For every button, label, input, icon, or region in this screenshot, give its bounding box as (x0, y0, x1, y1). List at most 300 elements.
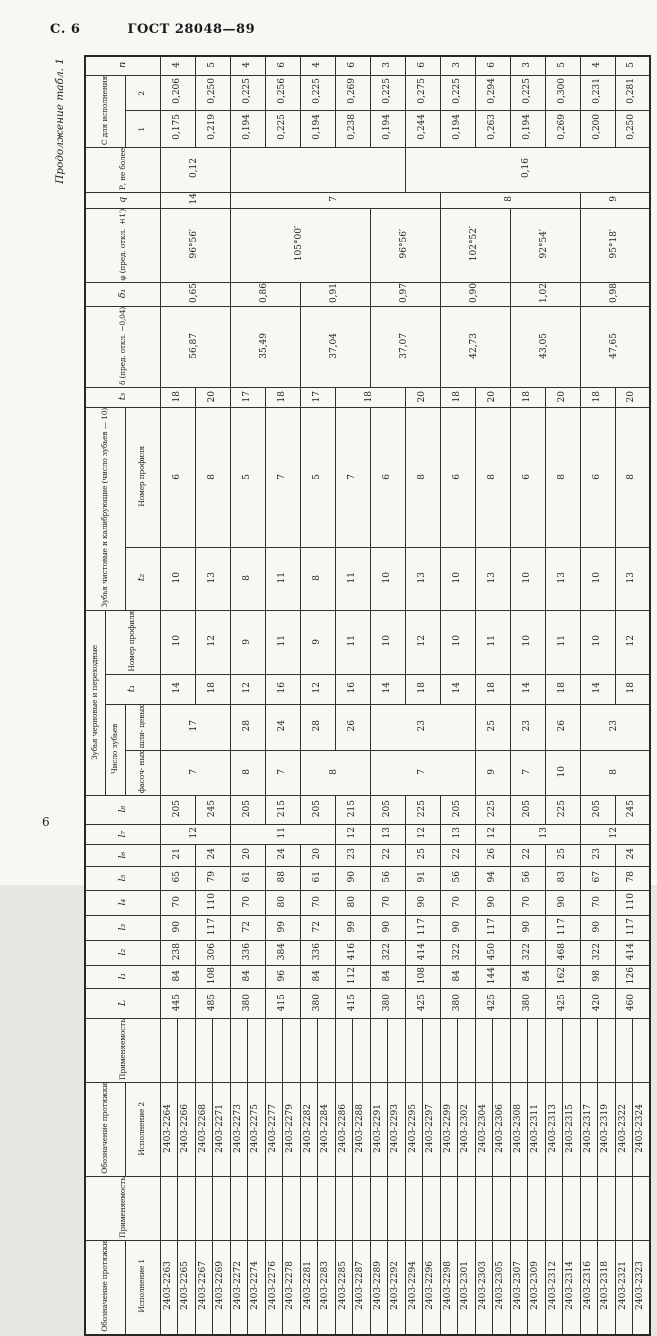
cell-l5-5: 90 (335, 867, 370, 891)
header-teeth-spline: Число зубьев (105, 704, 125, 795)
cell-designation-2-0: 2403-2264 (160, 1083, 178, 1177)
cell-L-2: 380 (230, 989, 265, 1019)
cell-l3-5: 99 (335, 916, 370, 941)
cell-prof-fin-2: 5 (230, 408, 265, 547)
cell-prof-rough-0: 10 (160, 611, 195, 675)
header-l6: l₆ (85, 845, 160, 867)
cell-usability-1-16 (440, 1176, 458, 1240)
cell-t3-9: 18 (510, 388, 545, 408)
cell-c1-1: 0,219 (195, 110, 230, 147)
cell-c2-12: 0,231 (580, 75, 615, 110)
cell-t2-12: 10 (580, 547, 615, 610)
cell-c2-4: 0,225 (300, 75, 335, 110)
cell-designation-1-11: 2403-2287 (353, 1240, 371, 1334)
cell-q-2: 8 (440, 192, 580, 208)
cell-usability-2-15 (423, 1019, 441, 1083)
cell-designation-1-27: 2403-2323 (633, 1240, 651, 1334)
cell-usability-2-0 (160, 1019, 178, 1083)
cell-l4-13: 110 (615, 891, 650, 916)
cell-usability-1-22 (545, 1176, 563, 1240)
cell-designation-2-15: 2403-2297 (423, 1083, 441, 1177)
header-c2: С для исполнения (85, 75, 125, 147)
cell-delta1-5: 1,02 (510, 283, 580, 307)
cell-usability-2-25 (598, 1019, 616, 1083)
cell-l3-0: 90 (160, 916, 195, 941)
cell-l4-2: 70 (230, 891, 265, 916)
header-delta: δ (пред. откл. −0,04) (85, 307, 160, 388)
cell-usability-1-1 (178, 1176, 196, 1240)
cell-designation-2-17: 2403-2302 (458, 1083, 476, 1177)
band-t2 (85, 547, 650, 610)
cell-l6-7: 25 (405, 845, 440, 867)
cell-prof-rough-12: 10 (580, 611, 615, 675)
cell-phi-0: 96°56′ (160, 208, 230, 283)
cell-usability-1-2 (195, 1176, 213, 1240)
cell-l6-9: 26 (475, 845, 510, 867)
cell-t1-5: 16 (335, 674, 370, 704)
cell-c1-4: 0,194 (300, 110, 335, 147)
cell-L-5: 415 (335, 989, 370, 1019)
cell-l8-10: 205 (510, 796, 545, 825)
cell-n-6: 3 (370, 56, 405, 75)
cell-phi-2: 96°56′ (370, 208, 440, 283)
cell-l5-10: 56 (510, 867, 545, 891)
cell-prof-rough-7: 12 (405, 611, 440, 675)
cell-t2-13: 13 (615, 547, 650, 610)
cell-teeth-spline-5: 23 (370, 704, 475, 750)
cell-prof-rough-9: 11 (475, 611, 510, 675)
cell-delta1-1: 0,86 (230, 283, 300, 307)
cell-l6-3: 24 (265, 845, 300, 867)
cell-usability-1-12 (370, 1176, 388, 1240)
cell-usability-1-10 (335, 1176, 353, 1240)
cell-l4-11: 90 (545, 891, 580, 916)
cell-l8-2: 205 (230, 796, 265, 825)
cell-usability-2-4 (230, 1019, 248, 1083)
cell-usability-2-3 (213, 1019, 231, 1083)
cell-delta-2: 37,04 (300, 307, 370, 388)
cell-phi-1: 105°00′ (230, 208, 370, 283)
cell-c1-11: 0,269 (545, 110, 580, 147)
header-prof-fin: Зубья чистовые и калибрующие (число зубьев — 10) (85, 408, 125, 611)
cell-delta1-6: 0,98 (580, 283, 650, 307)
cell-usability-1-25 (598, 1176, 616, 1240)
cell-usability-2-17 (458, 1019, 476, 1083)
cell-l4-4: 70 (300, 891, 335, 916)
cell-usability-2-7 (283, 1019, 301, 1083)
cell-delta-6: 47,65 (580, 307, 650, 388)
cell-designation-1-24: 2403-2316 (580, 1240, 598, 1334)
cell-teeth-spline-1: 28 (230, 704, 265, 750)
header-designation-1-1: Исполнение 1 (125, 1240, 160, 1334)
cell-prof-fin-6: 6 (370, 408, 405, 547)
header-t3: t₃ (85, 388, 160, 408)
cell-usability-1-8 (300, 1176, 318, 1240)
cell-teeth-chamfer-0: 7 (160, 751, 230, 796)
cell-designation-2-7: 2403-2279 (283, 1083, 301, 1177)
cell-c2-1: 0,250 (195, 75, 230, 110)
cell-usability-2-5 (248, 1019, 266, 1083)
cell-usability-2-27 (633, 1019, 651, 1083)
cell-teeth-spline-6: 25 (475, 704, 510, 750)
cell-l8-0: 205 (160, 796, 195, 825)
cell-designation-2-6: 2403-2277 (265, 1083, 283, 1177)
cell-designation-1-5: 2403-2274 (248, 1240, 266, 1334)
cell-t3-3: 18 (265, 388, 300, 408)
cell-c1-12: 0,200 (580, 110, 615, 147)
cell-p-1 (230, 147, 405, 192)
cell-t3-5: 18 (335, 388, 405, 408)
cell-teeth-chamfer-7: 10 (545, 751, 580, 796)
cell-designation-1-18: 2403-2303 (475, 1240, 493, 1334)
cell-designation-1-14: 2403-2294 (405, 1240, 423, 1334)
band-l6 (85, 845, 650, 867)
band-designation-2 (85, 1083, 650, 1177)
cell-c2-9: 0,294 (475, 75, 510, 110)
cell-l8-9: 225 (475, 796, 510, 825)
cell-prof-rough-10: 10 (510, 611, 545, 675)
band-c1 (85, 110, 650, 147)
cell-usability-2-14 (405, 1019, 423, 1083)
cell-l7-8: 12 (580, 825, 650, 845)
cell-usability-1-9 (318, 1176, 336, 1240)
cell-designation-1-16: 2403-2298 (440, 1240, 458, 1334)
cell-l4-6: 70 (370, 891, 405, 916)
cell-l1-7: 108 (405, 966, 440, 989)
cell-l6-13: 24 (615, 845, 650, 867)
cell-designation-1-8: 2403-2281 (300, 1240, 318, 1334)
cell-l6-1: 24 (195, 845, 230, 867)
cell-t3-4: 17 (300, 388, 335, 408)
cell-designation-1-4: 2403-2272 (230, 1240, 248, 1334)
cell-l2-8: 322 (440, 941, 475, 966)
cell-l5-13: 78 (615, 867, 650, 891)
cell-t1-12: 14 (580, 674, 615, 704)
cell-t2-0: 10 (160, 547, 195, 610)
cell-l4-8: 70 (440, 891, 475, 916)
band-l5 (85, 867, 650, 891)
cell-prof-fin-8: 6 (440, 408, 475, 547)
cell-designation-2-3: 2403-2271 (213, 1083, 231, 1177)
cell-n-12: 4 (580, 56, 615, 75)
cell-l3-10: 90 (510, 916, 545, 941)
cell-usability-2-12 (370, 1019, 388, 1083)
cell-t3-12: 20 (615, 388, 650, 408)
cell-prof-rough-2: 9 (230, 611, 265, 675)
cell-l7-2: 12 (335, 825, 370, 845)
cell-t3-10: 20 (545, 388, 580, 408)
cell-l3-1: 117 (195, 916, 230, 941)
cell-designation-2-4: 2403-2273 (230, 1083, 248, 1177)
cell-l2-9: 450 (475, 941, 510, 966)
cell-designation-1-9: 2403-2283 (318, 1240, 336, 1334)
cell-designation-2-18: 2403-2304 (475, 1083, 493, 1177)
cell-delta1-4: 0,90 (440, 283, 510, 307)
cell-t1-7: 18 (405, 674, 440, 704)
cell-p-0: 0,12 (160, 147, 230, 192)
cell-l3-2: 72 (230, 916, 265, 941)
header-teeth-chamfer: фасоч- ных (125, 751, 160, 796)
band-l2 (85, 941, 650, 966)
cell-phi-4: 92°54′ (510, 208, 580, 283)
cell-usability-1-0 (160, 1176, 178, 1240)
cell-t2-7: 13 (405, 547, 440, 610)
band-l7 (85, 825, 650, 845)
cell-l2-13: 414 (615, 941, 650, 966)
cell-l6-8: 22 (440, 845, 475, 867)
header-l4: l₄ (85, 891, 160, 916)
cell-l4-1: 110 (195, 891, 230, 916)
cell-l3-8: 90 (440, 916, 475, 941)
cell-l6-11: 25 (545, 845, 580, 867)
cell-t3-6: 20 (405, 388, 440, 408)
cell-c2-0: 0,206 (160, 75, 195, 110)
cell-designation-1-2: 2403-2267 (195, 1240, 213, 1334)
cell-delta1-3: 0,97 (370, 283, 440, 307)
cell-prof-rough-4: 9 (300, 611, 335, 675)
cell-l1-12: 98 (580, 966, 615, 989)
main-table (84, 55, 651, 1336)
cell-t3-1: 20 (195, 388, 230, 408)
cell-teeth-chamfer-6: 7 (510, 751, 545, 796)
cell-l6-10: 22 (510, 845, 545, 867)
cell-designation-2-5: 2403-2275 (248, 1083, 266, 1177)
cell-t3-2: 17 (230, 388, 265, 408)
band-designation-1 (85, 1240, 650, 1334)
cell-teeth-chamfer-1: 8 (230, 751, 265, 796)
cell-usability-1-19 (493, 1176, 511, 1240)
cell-designation-2-8: 2403-2282 (300, 1083, 318, 1177)
cell-prof-fin-9: 8 (475, 408, 510, 547)
cell-l2-10: 322 (510, 941, 545, 966)
header-designation-2: Обозначение протяжки (85, 1083, 125, 1177)
cell-c1-6: 0,194 (370, 110, 405, 147)
cell-l6-0: 21 (160, 845, 195, 867)
cell-l1-9: 144 (475, 966, 510, 989)
header-c2-1: 2 (125, 75, 160, 110)
band-usability-1 (85, 1176, 650, 1240)
cell-l4-10: 70 (510, 891, 545, 916)
cell-usability-2-26 (615, 1019, 633, 1083)
cell-phi-5: 95°18′ (580, 208, 650, 283)
cell-l1-11: 162 (545, 966, 580, 989)
cell-teeth-chamfer-4: 7 (370, 751, 475, 796)
cell-usability-1-7 (283, 1176, 301, 1240)
cell-designation-2-25: 2403-2319 (598, 1083, 616, 1177)
cell-l6-6: 22 (370, 845, 405, 867)
band-t3 (85, 388, 650, 408)
cell-delta1-0: 0,65 (160, 283, 230, 307)
cell-usability-2-2 (195, 1019, 213, 1083)
cell-usability-2-20 (510, 1019, 528, 1083)
cell-c1-2: 0,194 (230, 110, 265, 147)
cell-prof-fin-12: 6 (580, 408, 615, 547)
cell-n-2: 4 (230, 56, 265, 75)
cell-l2-12: 322 (580, 941, 615, 966)
header-designation-1: Обозначение протяжки (85, 1240, 125, 1334)
cell-usability-2-16 (440, 1019, 458, 1083)
cell-designation-1-19: 2403-2305 (493, 1240, 511, 1334)
cell-t1-11: 18 (545, 674, 580, 704)
cell-n-5: 6 (335, 56, 370, 75)
cell-c1-0: 0,175 (160, 110, 195, 147)
cell-designation-1-13: 2403-2292 (388, 1240, 406, 1334)
cell-l5-9: 94 (475, 867, 510, 891)
cell-designation-2-19: 2403-2306 (493, 1083, 511, 1177)
cell-teeth-spline-3: 28 (300, 704, 335, 750)
cell-teeth-spline-0: 17 (160, 704, 230, 750)
cell-usability-2-10 (335, 1019, 353, 1083)
cell-L-11: 425 (545, 989, 580, 1019)
band-c2 (85, 75, 650, 110)
cell-designation-2-20: 2403-2308 (510, 1083, 528, 1177)
cell-usability-2-6 (265, 1019, 283, 1083)
cell-usability-1-14 (405, 1176, 423, 1240)
cell-n-7: 6 (405, 56, 440, 75)
cell-prof-fin-5: 7 (335, 408, 370, 547)
cell-prof-fin-7: 8 (405, 408, 440, 547)
cell-usability-2-18 (475, 1019, 493, 1083)
cell-c1-10: 0,194 (510, 110, 545, 147)
cell-l1-8: 84 (440, 966, 475, 989)
cell-t2-8: 10 (440, 547, 475, 610)
cell-t2-2: 8 (230, 547, 265, 610)
cell-L-12: 420 (580, 989, 615, 1019)
band-usability-2 (85, 1019, 650, 1083)
cell-l5-8: 56 (440, 867, 475, 891)
cell-t3-7: 18 (440, 388, 475, 408)
band-teeth-chamfer (85, 751, 650, 796)
header-l2: l₂ (85, 941, 160, 966)
cell-designation-1-10: 2403-2285 (335, 1240, 353, 1334)
header-c1: 1 (125, 110, 160, 147)
cell-designation-1-26: 2403-2321 (615, 1240, 633, 1334)
cell-n-11: 5 (545, 56, 580, 75)
header-q: q (85, 192, 160, 208)
cell-l6-12: 23 (580, 845, 615, 867)
cell-t2-3: 11 (265, 547, 300, 610)
band-delta1 (85, 283, 650, 307)
cell-l8-12: 205 (580, 796, 615, 825)
cell-usability-1-24 (580, 1176, 598, 1240)
cell-t1-4: 12 (300, 674, 335, 704)
band-t1 (85, 674, 650, 704)
cell-L-6: 380 (370, 989, 405, 1019)
cell-l5-11: 83 (545, 867, 580, 891)
cell-c1-3: 0,225 (265, 110, 300, 147)
header-l5: l₅ (85, 867, 160, 891)
cell-usability-2-23 (563, 1019, 581, 1083)
cell-l8-3: 215 (265, 796, 300, 825)
cell-designation-1-22: 2403-2312 (545, 1240, 563, 1334)
band-prof-fin (85, 408, 650, 547)
cell-l1-10: 84 (510, 966, 545, 989)
cell-t1-9: 18 (475, 674, 510, 704)
header-phi: φ (пред. откл. ±1′) (85, 208, 160, 283)
cell-l3-6: 90 (370, 916, 405, 941)
cell-delta-5: 43,05 (510, 307, 580, 388)
page-header (50, 22, 255, 37)
cell-l7-4: 12 (405, 825, 440, 845)
band-l1 (85, 966, 650, 989)
header-delta1: δ₁ (85, 283, 160, 307)
cell-usability-1-13 (388, 1176, 406, 1240)
table-body (85, 56, 650, 1335)
cell-t3-8: 20 (475, 388, 510, 408)
cell-delta-4: 42,73 (440, 307, 510, 388)
cell-l3-3: 99 (265, 916, 300, 941)
cell-l7-0: 12 (160, 825, 230, 845)
cell-t3-0: 18 (160, 388, 195, 408)
cell-l5-0: 65 (160, 867, 195, 891)
cell-l2-2: 336 (230, 941, 265, 966)
band-L (85, 989, 650, 1019)
cell-l2-11: 468 (545, 941, 580, 966)
cell-designation-1-21: 2403-2309 (528, 1240, 546, 1334)
cell-l4-3: 80 (265, 891, 300, 916)
cell-l1-5: 112 (335, 966, 370, 989)
cell-l3-13: 117 (615, 916, 650, 941)
cell-designation-2-22: 2403-2313 (545, 1083, 563, 1177)
cell-usability-2-1 (178, 1019, 196, 1083)
cell-t2-5: 11 (335, 547, 370, 610)
cell-L-13: 460 (615, 989, 650, 1019)
band-q (85, 192, 650, 208)
cell-l5-3: 88 (265, 867, 300, 891)
header-teeth-spline-1: шли- цевых (125, 704, 160, 750)
cell-n-9: 6 (475, 56, 510, 75)
cell-n-4: 4 (300, 56, 335, 75)
cell-teeth-chamfer-5: 9 (475, 751, 510, 796)
header-n: п (85, 56, 160, 75)
cell-c1-5: 0,238 (335, 110, 370, 147)
header-prof-rough-1: Номер профиля (105, 611, 160, 675)
cell-designation-1-12: 2403-2289 (370, 1240, 388, 1334)
cell-q-1: 7 (230, 192, 440, 208)
cell-designation-1-0: 2403-2263 (160, 1240, 178, 1334)
cell-t2-10: 10 (510, 547, 545, 610)
cell-designation-2-10: 2403-2286 (335, 1083, 353, 1177)
cell-l4-0: 70 (160, 891, 195, 916)
cell-designation-2-16: 2403-2299 (440, 1083, 458, 1177)
cell-l1-0: 84 (160, 966, 195, 989)
cell-designation-1-6: 2403-2276 (265, 1240, 283, 1334)
cell-teeth-spline-9: 23 (580, 704, 650, 750)
cell-prof-rough-6: 10 (370, 611, 405, 675)
cell-l5-7: 91 (405, 867, 440, 891)
band-l8 (85, 796, 650, 825)
cell-l2-0: 238 (160, 941, 195, 966)
cell-l5-6: 56 (370, 867, 405, 891)
cell-l7-7: 13 (510, 825, 580, 845)
cell-L-8: 380 (440, 989, 475, 1019)
band-delta (85, 307, 650, 388)
cell-designation-2-13: 2403-2293 (388, 1083, 406, 1177)
cell-q-0: 14 (160, 192, 230, 208)
header-L: L (85, 989, 160, 1019)
cell-prof-fin-3: 7 (265, 408, 300, 547)
cell-usability-1-26 (615, 1176, 633, 1240)
cell-designation-2-11: 2403-2288 (353, 1083, 371, 1177)
cell-prof-rough-8: 10 (440, 611, 475, 675)
cell-t3-11: 18 (580, 388, 615, 408)
cell-l7-6: 12 (475, 825, 510, 845)
page-header-page: С. 6 (50, 22, 81, 37)
header-usability-1: Применяемость (85, 1176, 160, 1240)
cell-designation-1-23: 2403-2314 (563, 1240, 581, 1334)
cell-prof-rough-5: 11 (335, 611, 370, 675)
cell-prof-rough-13: 12 (615, 611, 650, 675)
